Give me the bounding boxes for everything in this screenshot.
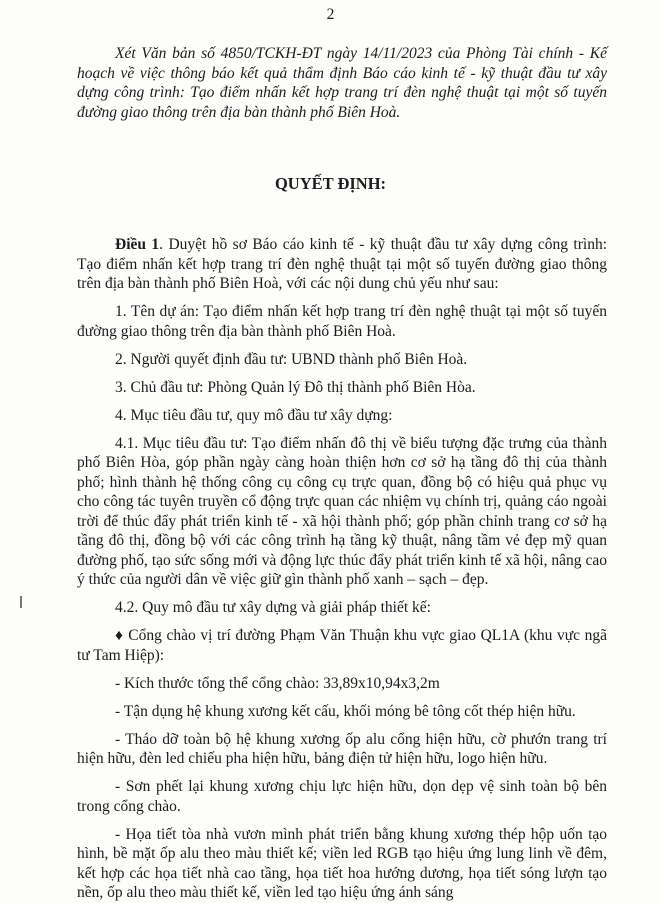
- item-dismantle: - Tháo dỡ toàn bộ hệ khung xương ốp alu cổng hiện hữu, cờ phướn trang trí hiện hữu, đèn led chiếu pha hiện hữu, bảng điện tử hiện hữu, logo hiện hữu.: [77, 730, 607, 767]
- preamble-paragraph: Xét Văn bản số 4850/TCKH-ĐT ngày 14/11/2023 của Phòng Tài chính - Kế hoạch về việc thông báo kết quả thẩm định Báo cáo kinh tế - kỹ thuật đầu tư xây dựng công trình: Tạo điểm nhấn kết hợp trang trí đèn nghệ thuật tại một số tuyến đường giao thông trên địa bàn thành phố Biên Hoà.: [77, 45, 607, 121]
- item-scale-4-2: 4.2. Quy mô đầu tư xây dựng và giải pháp thiết kế:: [115, 599, 431, 616]
- page-number: 2: [326, 6, 335, 23]
- item-motif: - Họa tiết tòa nhà vươn mình phát triển bằng khung xương thép hộp uốn tạo hình, bề mặt ốp alu theo màu thiết kế; viền led RGB tạo hiệu ứng lung linh về đêm, kết hợp các họa tiết nhà cao tầng, họa tiết hoa hướng dương, họa tiết sóng lượn tạo nền, ốp alu theo màu thiết kế, viền led tạo hiệu ứng ánh sáng: [77, 825, 607, 901]
- scan-margin-mark: [20, 596, 22, 608]
- item-repaint: - Sơn phết lại khung xương chịu lực hiện hữu, dọn dẹp vệ sinh toàn bộ bên trong cổng chào.: [77, 778, 607, 815]
- item-objective-4-1: 4.1. Mục tiêu đầu tư: Tạo điểm nhấn đô thị về biểu tượng đặc trưng của thành phố Biên Hòa, góp phần ngày càng hoàn thiện hơn cơ sở hạ tầng đô thị của thành phố; hình thành hệ thống công cụ công cụ trực quan, đồng bộ có hiệu quả phục vụ cho công tác tuyên truyền cổ động trực quan các nhiệm vụ chính trị, quảng cáo ngoài trời để thúc đẩy phát triển kinh tế - xã hội thành phố; góp phần chỉnh trang cơ sở hạ tầng đô thị, đồng bộ với các công trình hạ tầng kỹ thuật, nâng tầm vẻ đẹp mỹ quan đường phố, tạo sức sống mới và động lực thúc đẩy phát triển kinh tế xã hội, nâng cao ý thức của người dân về việc giữ gìn thành phố xanh – sạch – đẹp.: [77, 434, 607, 588]
- article-1-label: Điều 1: [115, 236, 160, 253]
- decision-heading: QUYẾT ĐỊNH:: [274, 174, 387, 193]
- item-gate: ♦ Cổng chào vị trí đường Phạm Văn Thuận khu vực giao QL1A (khu vực ngã tư Tam Hiệp):: [77, 627, 607, 664]
- preamble-block: [77, 44, 607, 122]
- decision-content: [77, 235, 607, 903]
- item-decision-maker: 2. Người quyết định đầu tư: UBND thành phố Biên Hoà.: [115, 350, 468, 368]
- item-objectives-title: 4. Mục tiêu đầu tư, quy mô đầu tư xây dựng:: [115, 406, 393, 424]
- article-1-text: . Duyệt hồ sơ Báo cáo kinh tế - kỹ thuật đầu tư xây dựng công trình: Tạo điểm nhấn kết hợp trang trí đèn nghệ thuật tại một số tuyến đường giao thông trên địa bàn thành phố Biên Hoà, với các nội dung chủ yếu như sau:: [77, 236, 608, 292]
- item-gate-size: - Kích thước tổng thể cổng chào: 33,89x10,94x3,2m: [115, 674, 440, 692]
- item-project-name: 1. Tên dự án: Tạo điểm nhấn kết hợp trang trí đèn nghệ thuật tại một số tuyến đường giao thông trên địa bàn thành phố Biên Hoà.: [77, 303, 607, 340]
- item-investor: 3. Chủ đầu tư: Phòng Quản lý Đô thị thành phố Biên Hòa.: [115, 378, 476, 396]
- article-1-paragraph: [77, 235, 607, 294]
- item-reuse-frame: - Tận dụng hệ khung xương kết cấu, khối móng bê tông cốt thép hiện hữu.: [115, 702, 576, 720]
